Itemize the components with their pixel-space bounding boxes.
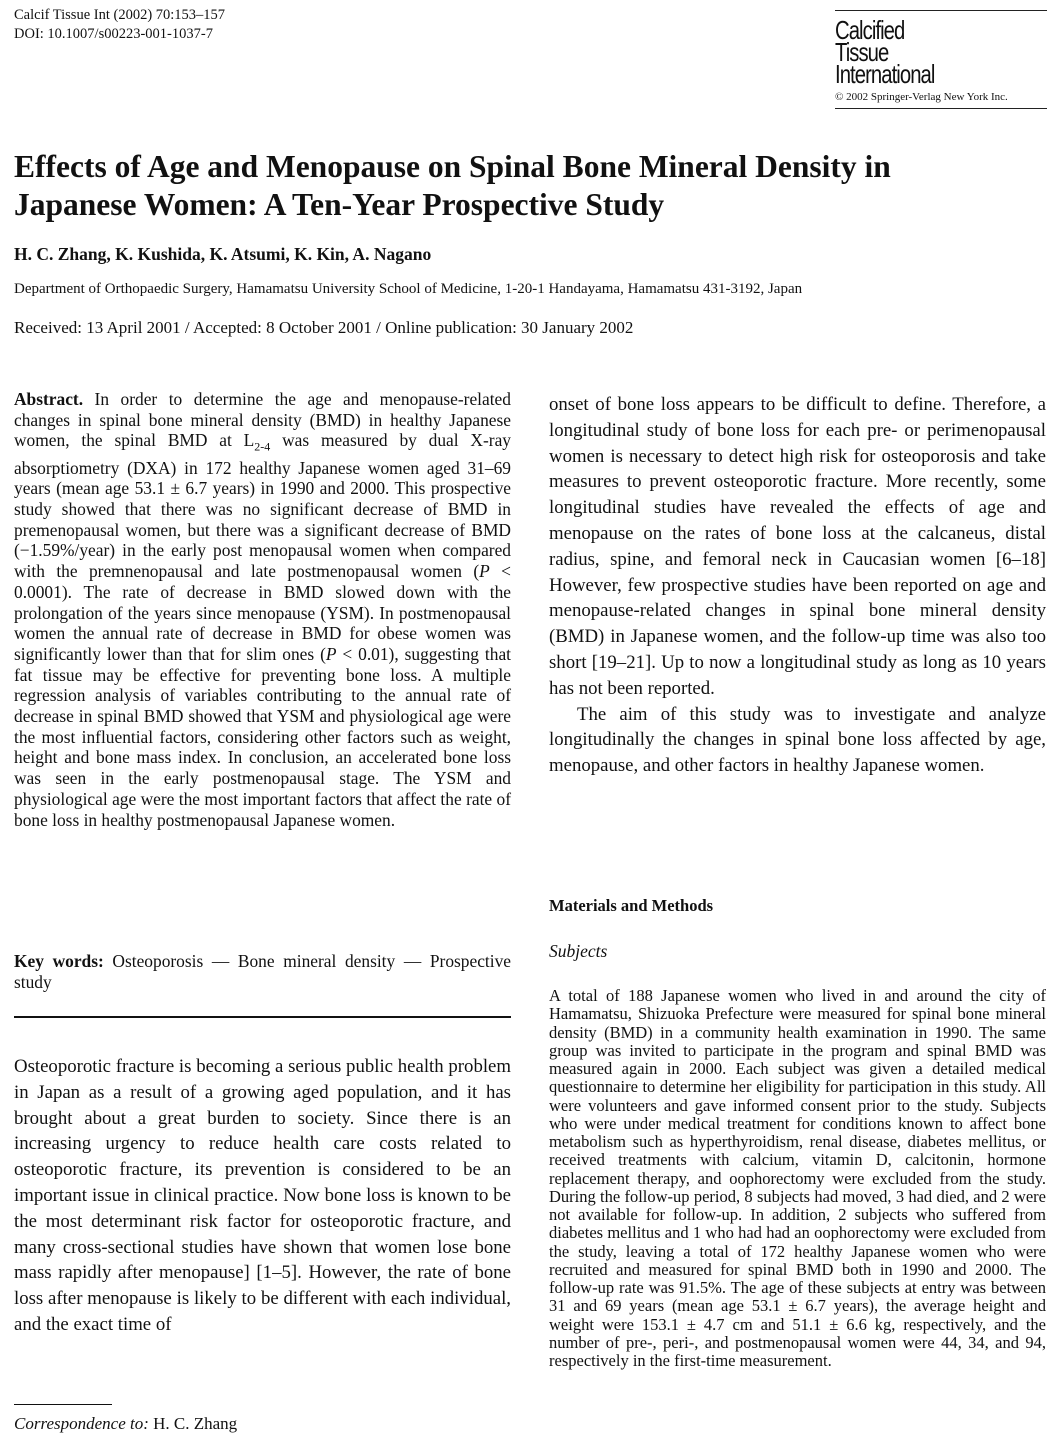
intro-paragraph: The aim of this study was to investigate and analyze longitudinally the changes in spinal bone loss affected by age, menopause, and other factors in healthy Japanese women. — [549, 703, 1046, 777]
introduction-right — [549, 392, 1046, 779]
copyright: © 2002 Springer-Verlag New York Inc. — [835, 91, 1008, 103]
journal-header — [14, 6, 225, 44]
keywords-label: Key words: — [14, 951, 104, 971]
abstract-text-3: < 0.0001). The rate of decrease in BMD slowed down with the prolongation of the years since menopause (YSM). In postmenopausal women the annual rate of decrease in BMD for obese women was significantly lower than that for slim ones ( — [14, 561, 511, 664]
keywords — [14, 951, 511, 992]
subsection-heading-subjects: Subjects — [549, 941, 608, 961]
subjects-paragraph: A total of 188 Japanese women who lived in and around the city of Hamamatsu, Shizuoka Prefecture were measured for spinal bone mineral density (BMD) in a community health examination in 1990. The same group was invited to participate in the program and spinal BMD was measured again in 2000. Each subject was given a detailed medical questionnaire to determine her eligibility for participation in this study. All were volunteers and gave informed consent prior to the study. Subjects who were under medical treatment for conditions known to affect bone metabolism such as hyperthyroidism, renal disease, diabetes mellitus, or received treatments with calcium, vitamin D, calcitonin, hormone replacement therapy, and oophorectomy were excluded from the study. During the follow-up period, 8 subjects had moved, 3 had died, and 2 were not available for follow-up. In addition, 2 subjects who suffered from diabetes mellitus and 1 who had had an oophorectomy were excluded from the study, leaving a total of 172 healthy Japanese women who were recruited and measured for spinal BMD both in 1990 and 2000. The follow-up rate was 91.5%. The age of these subjects at entry was between 31 and 69 years (mean age 53.1 ± 6.7 years), the average height and weight were 153.1 ± 4.7 cm and 51.1 ± 6.6 kg, respectively, and the number of pre-, peri-, and postmenopausal women were 44, 34, and 94, respectively in the first-time measurement. — [549, 986, 1046, 1370]
doi[interactable]: DOI: 10.1007/s00223-001-1037-7 — [14, 26, 213, 42]
affiliation: Department of Orthopaedic Surgery, Hamamatsu University School of Medicine, 1-20-1 Handayama, Hamamatsu 431-3192, Japan — [14, 281, 803, 297]
introduction-left: Osteoporotic fracture is becoming a serious public health problem in Japan as a result of a growing aged population, and it has brought about a great burden to society. Since there is an increasing urgency to reduce health care costs related to osteoporotic fracture, its prevention is considered to be an important issue in clinical practice. Now bone loss is known to be the most determinant risk factor for osteoporotic fracture, and many cross-sectional studies have shown that women lose bone mass rapidly after menopause] [1–5]. However, the rate of bone loss after menopause is likely to be different with each individual, and the exact time of — [14, 1056, 511, 1335]
logo-line-2: Tissue — [835, 37, 889, 67]
section-heading-methods: Materials and Methods — [549, 896, 714, 915]
p-value-symbol: P — [479, 561, 490, 582]
abstract-subscript: 2-4 — [254, 439, 271, 454]
p-value-symbol: P — [325, 643, 337, 664]
logo-line-1: Calcified — [835, 15, 905, 45]
abstract-text-4: < 0.01), suggesting that fat tissue may be effective for preventing bone loss. A multiple regression analysis of variables contributing to the annual rate of decrease in spinal BMD showed that YSM and physiological age were the most influential factors, considering other factors such as weight, height and bone mass index. In conclusion, an accelerated bone loss was seen in the early postmenopausal stage. The YSM and physiological age were the most important factors that affect the rate of bone loss in healthy postmenopausal Japanese women. — [14, 643, 511, 830]
abstract-label: Abstract. — [14, 389, 84, 409]
publication-dates: Received: 13 April 2001 / Accepted: 8 October 2001 / Online publication: 30 January 2002 — [14, 318, 634, 337]
abstract — [14, 389, 511, 830]
abstract-text-1: In order to determine the age and menopause-related changes in spinal bone mineral density (BMD) in healthy Japanese women, the spinal BMD at L — [14, 389, 511, 451]
keywords-text: Osteoporosis — Bone mineral density — Prospective study — [14, 951, 511, 992]
journal-citation: Calcif Tissue Int (2002) 70:153–157 — [14, 7, 226, 23]
authors: H. C. Zhang, K. Kushida, K. Atsumi, K. Kin, A. Nagano — [14, 244, 432, 264]
intro-paragraph: onset of bone loss appears to be difficult to define. Therefore, a longitudinal study of bone loss for each pre- or perimenopausal women is necessary to detect high risk for osteoporosis and take measures to prevent osteoporotic fracture. More recently, some longitudinal studies have revealed the effects of age and menopause on the rates of bone loss at the calcaneus, distal radius, spine, and femoral neck in Caucasian women [6–18] However, few prospective studies have been reported on age and menopause-related changes in spinal bone mineral density (BMD) in Japanese women, and the follow-up time was also too short [19–21]. Up to now a longitudinal study as long as 10 years has not been reported. — [549, 394, 1046, 699]
journal-logo — [835, 10, 1047, 109]
logo-line-3: International — [835, 59, 935, 89]
correspondence-name: H. C. Zhang — [153, 1414, 238, 1433]
article-title: Effects of Age and Menopause on Spinal Bone Mineral Density in Japanese Women: A Ten-Year Prospective Study — [14, 149, 891, 222]
section-divider — [14, 1016, 511, 1018]
correspondence — [14, 1414, 237, 1434]
abstract-text-2: was measured by dual X-ray absorptiometry (DXA) in 172 healthy Japanese women aged 31–69 years (mean age 53.1 ± 6.7 years) in 1990 and 2000. This prospective study showed that there was no significant decrease of BMD in premenopausal women, but there was a significant decrease of BMD (−1.59%/year) in the early post menopausal women when compared with the premnenopausal and late postmenopausal women ( — [14, 430, 511, 582]
logo-rule — [835, 108, 1047, 109]
correspondence-label: Correspondence to: — [14, 1414, 149, 1433]
footnote-rule — [14, 1404, 112, 1405]
